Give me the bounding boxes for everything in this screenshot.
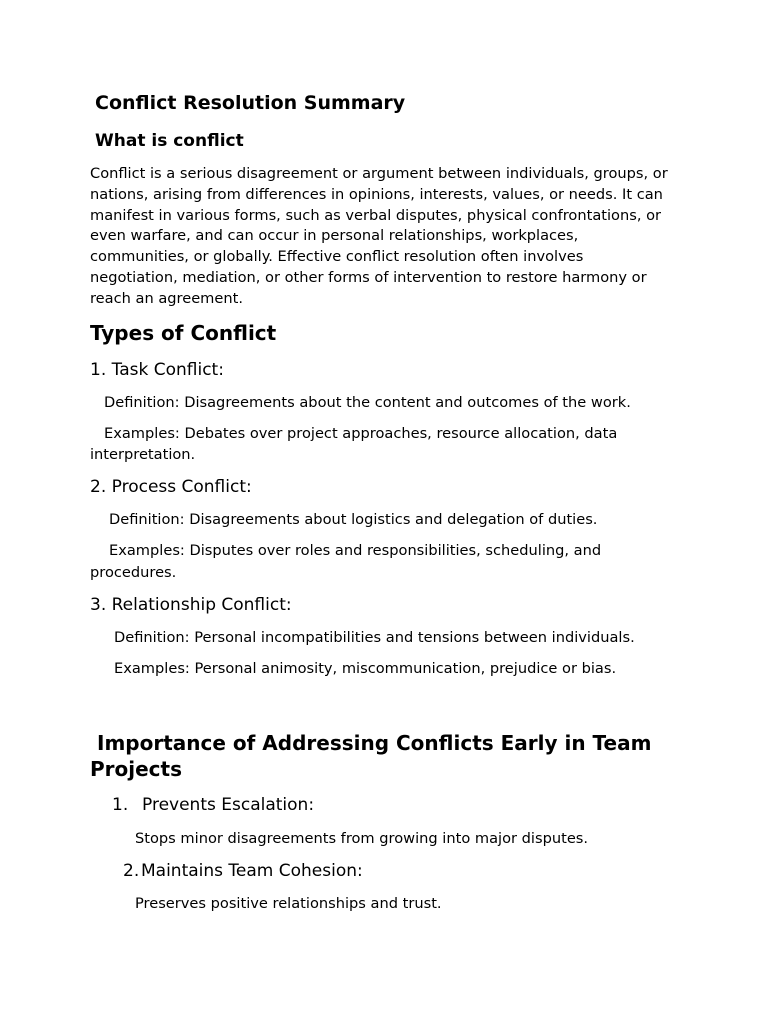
process-conflict-definition: Definition: Disagreements about logistics and delegation of duties. xyxy=(109,511,598,528)
section-heading-types-of-conflict: Types of Conflict xyxy=(90,321,277,345)
process-conflict-heading: 2. Process Conflict: xyxy=(90,477,252,497)
process-conflict-examples-continued: procedures. xyxy=(90,564,177,581)
importance-item-2-heading: Maintains Team Cohesion: xyxy=(141,861,363,881)
task-conflict-heading: 1. Task Conflict: xyxy=(90,360,224,380)
what-is-conflict-paragraph: Conflict is a serious disagreement or argument between individuals, groups, or nations, arising from differences in opinions, interests, values, or needs. It can manifest in various forms, such as verbal disputes, physical confrontations, or even warfare, and can occur in personal relationships, workplaces, communities, or globally. Effective conflict resolution often involves negotiation, mediation, or other forms of intervention to restore harmony or reach an agreement. xyxy=(90,165,668,307)
task-conflict-definition: Definition: Disagreements about the content and outcomes of the work. xyxy=(104,394,631,411)
section-heading-importance: Importance of Addressing Conflicts Early in Team Projects xyxy=(90,731,652,781)
relationship-conflict-definition: Definition: Personal incompatibilities and tensions between individuals. xyxy=(114,629,635,646)
task-conflict-examples: Examples: Debates over project approaches, resource allocation, data xyxy=(104,425,618,442)
relationship-conflict-heading: 3. Relationship Conflict: xyxy=(90,595,292,615)
importance-item-2-description: Preserves positive relationships and trust. xyxy=(135,895,442,912)
importance-item-1-description: Stops minor disagreements from growing into major disputes. xyxy=(135,830,589,847)
task-conflict-examples-continued: interpretation. xyxy=(90,446,196,463)
importance-item-1-number: 1. xyxy=(112,795,129,815)
importance-item-2-number: 2. xyxy=(123,861,140,881)
process-conflict-examples: Examples: Disputes over roles and responsibilities, scheduling, and xyxy=(109,542,602,559)
relationship-conflict-examples: Examples: Personal animosity, miscommunication, prejudice or bias. xyxy=(114,660,617,677)
importance-item-1-heading: Prevents Escalation: xyxy=(142,795,315,815)
section-heading-what-is-conflict: What is conflict xyxy=(95,131,244,151)
document-title: Conflict Resolution Summary xyxy=(95,92,406,114)
